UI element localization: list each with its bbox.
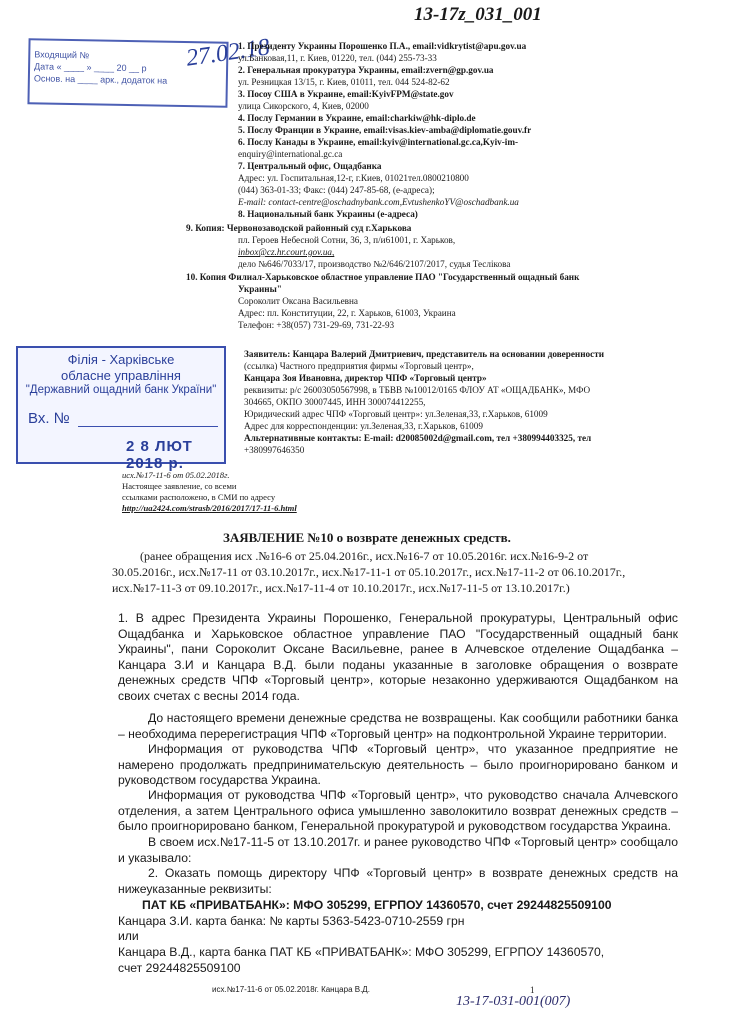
- recipient-line: 4. Послу Германии в Украине, email:charkiw@hk-diplo.de: [238, 113, 476, 123]
- body-paragraph: 1. В адрес Президента Украины Порошенко, Генеральной прокуратуры, Центральный офис Ощадбанка и Харьковское областное управление ПАО "Государственный ощадный банк Украины", пани Сороколит Оксане Васильевне, ранее в Алчевское отделение Ощадбанка – Канцара З.И и Канцара В.Д. были поданы указанные в заголовке обращения о возврате денежных средств ЧПФ «Торговый центр», которые незаконно удерживаются Ощадбанком на своих счетах с весны 2014 года.: [118, 611, 678, 703]
- copy-bank: [186, 271, 686, 331]
- bank-copy-line: Телефон: +38(057) 731-29-69, 731-22-93: [238, 320, 395, 330]
- stamp-date: 2 8 ЛЮТ 2018 р.: [126, 438, 193, 472]
- handwritten-archive-number: 13-17-031-001(007): [456, 994, 571, 1009]
- stamp-line: "Державний ощадний банк України": [25, 384, 217, 396]
- recipient-line: ул.Банковая,11, г. Киев, 01220, тел. (044) 255-73-33: [238, 53, 437, 63]
- previous-requests-line: (ранее обращения исх .№16-6 от 25.04.2016г., исх.№16-7 от 10.05.2016г. исх.№16-9-2 от: [140, 549, 589, 563]
- body-paragraph: Информация от руководства ЧПФ «Торговый центр», что руководство сначала Алчевского отделения, а затем Центрального офиса умышленно заволокитило возврат денежных средств – было проигнорировано банком, Генеральной прокуратурой и руководством государства Украина.: [118, 788, 678, 834]
- recipient-line: 7. Центральный офис, Ощадбанка: [238, 161, 382, 171]
- applicant-line: Адрес для корреспонденции: ул.Зеленая,33, г.Харьков, 61009: [244, 421, 483, 431]
- document-id: 13-17z_031_001: [414, 4, 542, 25]
- ref-line: Настоящее заявление, со всеми: [122, 481, 237, 491]
- previous-requests-line: исх.№17-11-3 от 09.10.2017г., исх.№17-11-4 от 10.10.2017г., исх.№17-11-5 от 13.10.2017г.): [112, 581, 570, 595]
- stamp-row: Основ. на ____ арк., додаток на: [33, 73, 168, 86]
- body-paragraph: 2. Оказать помощь директору ЧПФ «Торговый центр» в возврате денежных средств на нижеуказанные реквизиты:: [118, 866, 678, 896]
- previous-requests-line: 30.05.2016г., исх.№17-11 от 03.10.2017г., исх.№17-11-1 от 05.10.2017г., исх.№17-11-2 от 06.10.2017г.,: [112, 565, 626, 579]
- stamp-incoming-number: Вх. №: [28, 410, 70, 427]
- bank-received-stamp: [16, 346, 226, 472]
- page-footer: исх.№17-11-6 от 05.02.2018г. Канцара В.Д.: [212, 985, 370, 994]
- bank-details-line: счет 29244825509100: [118, 961, 241, 975]
- stamp-handwriting: 27.02.18: [184, 34, 272, 72]
- recipient-line: 6. Послу Канады в Украине, email:kyiv@international.gc.ca,Kyiv-im-: [238, 137, 519, 147]
- document-title: ЗАЯВЛЕНИЕ №10 о возврате денежных средств.: [223, 530, 511, 545]
- stamp-line: Філія - Харківське: [67, 352, 175, 367]
- bank-details-line: Канцара В.Д., карта банка ПАТ КБ «ПРИВАТБАНК»: МФО 305299, ЕГРПОУ 14360570,: [118, 945, 605, 959]
- applicant-line: реквизиты: р/с 26003050567998, в ТБВВ №10012/0165 ФЛОУ АТ «ОЩАДБАНК», МФО: [244, 385, 591, 395]
- stamp-row: Дата « ____ » ____ 20 __ р: [34, 61, 147, 74]
- ref-line: исх.№17-11-6 от 05.02.2018г.: [122, 470, 230, 480]
- applicant-block: [244, 348, 684, 456]
- recipient-line: 8. Национальный банк Украины (е-адреса): [238, 209, 418, 219]
- applicant-line: Канцара Зоя Ивановна, директор ЧПФ «Торговый центр»: [244, 373, 487, 383]
- bank-copy-line: Адрес: пл. Конституции, 22, г. Харьков, 61003, Украина: [238, 308, 456, 318]
- body-paragraph: До настоящего времени денежные средства не возвращены. Как сообщили работники банка – необходима перерегистрация ЧПФ «Торговый центр» на подконтрольной Украине территории.: [118, 711, 678, 741]
- recipient-line: ул. Резницкая 13/15, г. Киев, 01011, тел. 044 524-82-62: [238, 77, 450, 87]
- applicant-line: (ссылка) Частного предприятия фирмы «Торговый центр»,: [244, 361, 474, 371]
- bank-details-line: или: [118, 929, 139, 943]
- bank-details-line: ПАТ КБ «ПРИВАТБАНК»: МФО 305299, ЕГРПОУ 14360570, счет 29244825509100: [142, 898, 612, 912]
- court-line: пл. Героев Небесной Сотни, 36, 3, п/и61001, г. Харьков,: [238, 235, 456, 245]
- recipient-line: улица Сикорского, 4, Киев, 02000: [238, 101, 369, 111]
- recipient-line: enquiry@international.gc.ca: [238, 149, 343, 159]
- applicant-line: 304665, ОКПО 30007445, ИНН 300074412255,: [244, 397, 426, 407]
- bank-copy-line: Сороколит Оксана Васильевна: [238, 296, 359, 306]
- applicant-line: Юридический адрес ЧПФ «Торговый центр»: ул.Зеленая,33, г.Харьков, 61009: [244, 409, 548, 419]
- court-line: inbox@cz.hr.court.gov.ua,: [238, 247, 335, 257]
- stamp-row: Входящий №: [34, 49, 90, 61]
- copy-court: [186, 222, 686, 270]
- recipient-line: 3. Посоу США в Украине, email:KyivFPM@state.gov: [238, 89, 454, 99]
- recipient-line: E-mail: contact-centre@oschadnybank.com,EvtushenkoYV@oschadbank.ua: [238, 197, 519, 207]
- body-paragraph: В своем исх.№17-11-5 от 13.10.2017г. и ранее руководство ЧПФ «Торговый центр» сообщало и указывало:: [118, 835, 678, 865]
- reference-note: [122, 470, 522, 514]
- bank-details-line: Канцара З.И. карта банка: № карты 5363-5423-0710-2559 грн: [118, 914, 465, 928]
- applicant-line: +380997646350: [244, 445, 305, 455]
- recipient-line: Адрес: ул. Госпитальная,12-г, г.Киев, 01021тел.0800210800: [238, 173, 469, 183]
- court-line: дело №646/7033/17, производство №2/646/2107/2017, судья Теслікова: [238, 259, 511, 269]
- ref-line: ссылками расположено, в СМИ по адресу: [122, 492, 276, 502]
- court-line: 9. Копия: Червонозаводской районный суд г.Харькова: [186, 223, 412, 233]
- publication-link[interactable]: http://ua2424.com/strasb/2016/2017/17-11-6.html: [122, 503, 297, 513]
- bank-copy-line: Украины": [238, 284, 282, 294]
- recipient-line: 5. Послу Франции в Украине, email:visas.kiev-amba@diplomatie.gouv.fr: [238, 125, 532, 135]
- recipient-line: 2. Генеральная прокуратура Украины, email:zvern@gp.gov.ua: [238, 65, 494, 75]
- applicant-line: Альтернативные контакты: E-mail: d20085002d@gmail.com, тел +380994403325, тел: [244, 433, 592, 443]
- applicant-line: Заявитель: Канцара Валерий Дмитриевич, представитель на основании доверенности: [244, 349, 604, 359]
- page-number: 1: [530, 985, 535, 995]
- body-paragraph: Информация от руководства ЧПФ «Торговый центр», что указанное предприятие не намерено продолжать предпринимательскую деятельность – было проигнорировано банком и руководством государства Украина.: [118, 742, 678, 788]
- recipient-list: [238, 40, 678, 220]
- stamp-number-line: [78, 426, 218, 427]
- stamp-line: обласне управління: [61, 368, 181, 383]
- bank-copy-line: 10. Копия Филиал-Харьковское областное управление ПАО "Государственный ощадный банк: [186, 272, 580, 282]
- recipient-line: 1. Президенту Украины Порошенко П.А., email:vidkrytist@apu.gov.ua: [238, 41, 527, 51]
- recipient-line: (044) 363-01-33; Факс: (044) 247-85-68, (е-адреса);: [238, 185, 435, 195]
